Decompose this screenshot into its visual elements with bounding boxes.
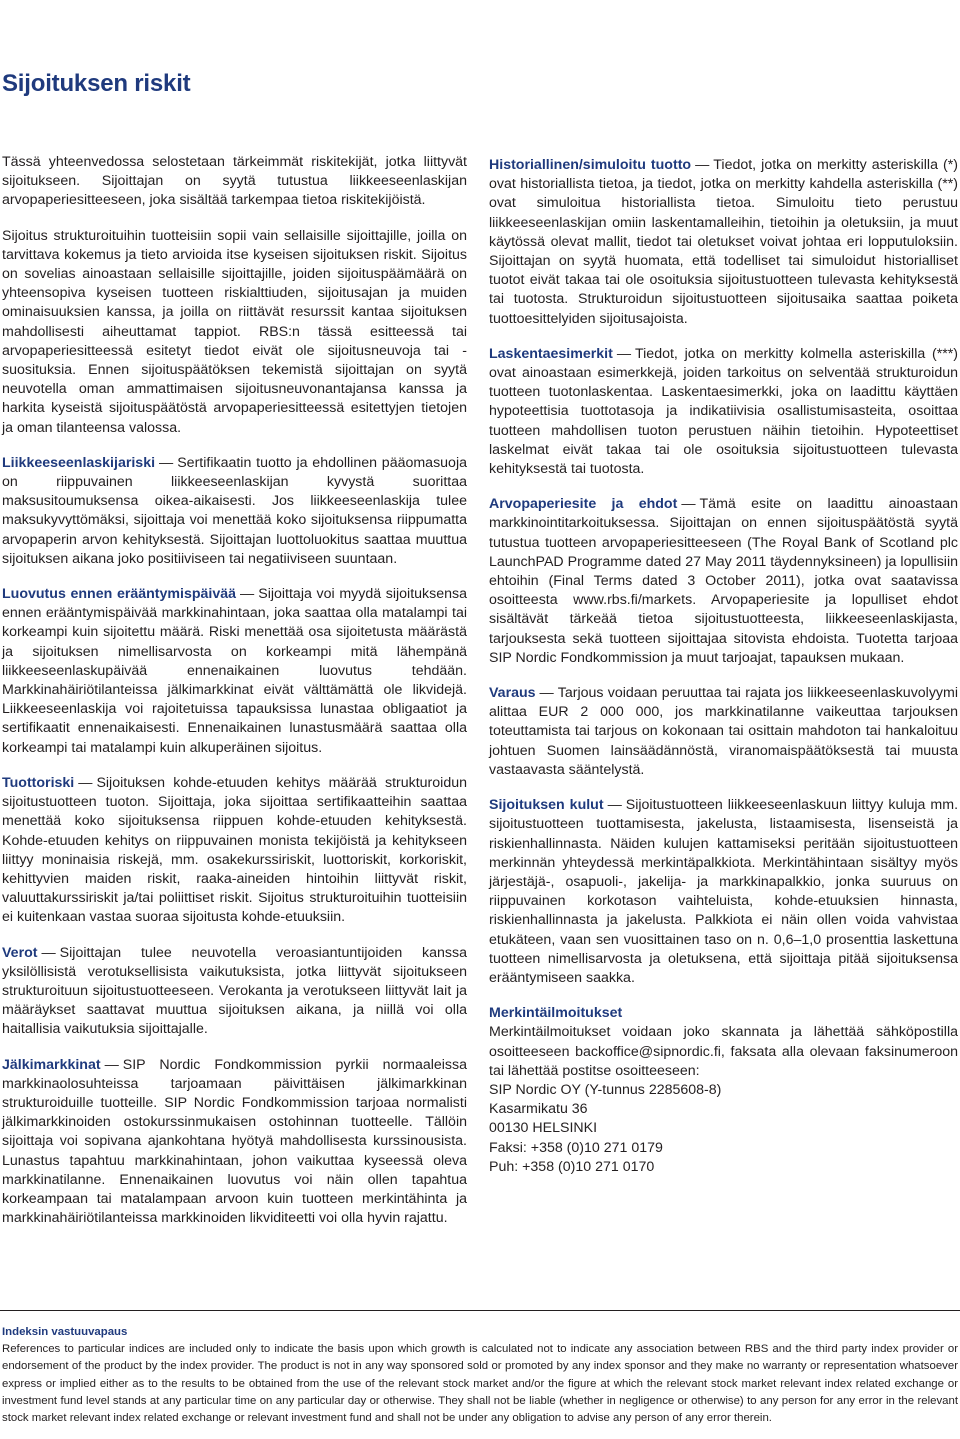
- address-line: 00130 HELSINKI: [489, 1120, 598, 1137]
- section-text: Sijoittajan tulee neuvotella veroasiantuntijoiden kanssa yksilöllisistä verotuksellisista vaikutuksista, jotka liittyvät sijoitukseen strukturoituun sijoitustuotteeseen. Verokanta ja verotukseen liittyvät lait ja määräykset saattavat muuttua sijoituksen aikana, ja niillä voi olla haitallisia vaikutuksia sijoittajalle.: [2, 944, 467, 1038]
- address-line: SIP Nordic OY (Y-tunnus 2285608-8): [489, 1081, 722, 1098]
- section-verot: Verot — Sijoittajan tulee neuvotella veroasiantuntijoiden kanssa yksilöllisistä verotuksellisista vaikutuksista, jotka liittyvät sijoitukseen strukturoituun sijoitustuotteeseen. Verokanta ja verotukseen liittyvät lait ja määräykset saattavat muuttua sijoituksen aikana, ja niillä voi olla haitallisia vaikutuksia sijoittajalle.: [2, 944, 467, 1038]
- section-merkintailmoitukset: [489, 1004, 958, 1177]
- section-term: Liikkeeseenlaskijariski: [2, 454, 156, 471]
- address-line: Kasarmikatu 36: [489, 1101, 588, 1118]
- section-heading: Merkintäilmoitukset: [489, 1005, 623, 1022]
- section-term: Sijoituksen kulut: [489, 797, 604, 814]
- section-arvopaperiesite: Arvopaperiesite ja ehdot — Tämä esite on laadittu ainoastaan markkinointitarkoituksessa. Sijoittajan on ennen sijoituspäätöstä syytä tutustua tuotteen arvopaperiesitteeseen (The Royal Bank of Scotland plc LaunchPAD Programme dated 27 May 2011 täydennyksineen) ja lopullisiin ehtoihin (Final Terms dated 3 October 2011), jotka ovat saatavissa osoitteesta www.rbs.fi/markets. Arvopaperiesite ja lopulliset ehdot sisältävät tärkeää tietoa sijoitustuotteesta, liikkeeseenlaskijasta, tarjouksesta sekä tuotteen sijoittajaa sitovista ehdoista. Tuotetta tarjoaa SIP Nordic Fondkommission ja muut tarjoajat, tapauksen mukaan.: [489, 496, 958, 666]
- footer-heading: Indeksin vastuuvapaus: [2, 1326, 128, 1338]
- section-luovutus: Luovutus ennen erääntymispäivää — Sijoittaja voi myydä sijoituksensa ennen erääntymispäivää markkinahintaan, joka saattaa olla matalampi tai korkeampi kuin sijoitettu määrä. Riski menettää osa sijoitetusta määrästä ja sijoituksen nimellisarvosta on korkeampi mitä lähempänä liikkeeseenlaskupäivää ennenaikainen luovutus tehdään. Markkinahäiriötilanteissa jälkimarkkinat eivät välttämättä ole likvidejä. Liikkeeseenlaskija voi rajoitetuissa tapauksissa lunastaa obligaatiot ja sertifikaatit ennenaikaisesti. Ennenaikainen lunastusmäärä saattaa olla korkeampi tai matalampi kuin alkuperäinen sijoitus.: [2, 586, 467, 756]
- section-text: Sijoituksen kohde-etuuden kehitys määrää strukturoidun sijoitustuotteen tuoton. Sijoittaja, joka sijoittaa sertifikaatteihin saattaa menettää koko sijoituksensa riippuen kohde-etuuden kehityksestä. Kohde-etuuden kehitys on riippuvainen monista tekijöistä ja kehitykseen liittyy moninaisia riskejä, mm. osakekurssiriskit, luottoriskit, korkoriskit, kehittyvien maiden riskit, raaka-aineiden hintoihin liittyvät riskit, valuuttakurssiriskit ja/tai poliittiset riskit. Sijoitus strukturoituihin tuotteisiin ei kuitenkaan vastaa suoraa sijoitusta kohde-etuuksiin.: [2, 774, 467, 926]
- section-term: Jälkimarkkinat: [2, 1056, 101, 1073]
- section-text: Sijoitustuotteen liikkeeseenlaskuun liittyy kuluja mm. sijoitustuotteen tuottamisesta, jakelusta, listaamisesta, lisenseistä ja riskienhallinnasta. Näiden kulujen kattamiseksi peritään sijoitustuotteen merkinnän yhteydessä merkintäpalkkiota. Merkintähintaan sisältyy myös järjestäjä-, osapuoli-, jakelija- ja markkinapalkkio, jonka suuruus on riippuvainen korkotason vaihteluista, kohde-etuuksien hinnasta, riskienhallinnasta ja jakelusta. Palkkiota ei näin ollen voida vahvistaa etukäteen, vaan sen vuosittainen taso on n. 0,6–1,0 prosenttia laskettuna tuotteen nimellisarvosta ja oletuksena, että sijoittaja pitää sijoituksensa erääntymiseen saakka.: [489, 797, 959, 986]
- page-title: Sijoituksen riskit: [2, 70, 191, 97]
- section-term: Arvopaperiesite ja ehdot: [489, 496, 678, 513]
- section-term: Tuottoriski: [2, 774, 75, 791]
- section-text: Sertifikaatin tuotto ja ehdollinen pääomasuoja on riippuvainen liikkeeseenlaskijan kyvystä suorittaa maksusitoumuksensa oikea-aikaisesti. Jos liikkeeseenlaskija tulee maksukyvyttömäksi, sijoittaja voi menettää koko sijoituksensa riippumatta arvopaperin arvon kehityksestä. Sijoittajan luottoluokitus saattaa muuttua sijoituksen aikana joko positiiviseen tai negatiiviseen suuntaan.: [2, 454, 467, 567]
- section-text: Tarjous voidaan peruuttaa tai rajata jos liikkeeseenlaskuvolyymi alittaa EUR 2 000 000, jos markkinatilanne vaikeuttaa tarjouksen toteuttamista tai tarjous on kokonaan tai osittain mahdoton tai hankaloituu johtuen Suomen lainsäädännöstä, viranomaispäätöksestä tai muusta vastaavasta sääntelystä.: [489, 685, 958, 778]
- section-laskentaesimerkit: Laskentaesimerkit — Tiedot, jotka on merkitty kolmella asteriskilla (***) ovat ainoastaan esimerkkejä, joiden tarkoitus on selventää strukturoidun tuotteen tuotonlaskentaa. Laskentaesimerkki, joka on laadittu käyttäen hypoteettisia tuottotasoja ja indikatiivisia osallistumisasteita, osoittaa tuotteen mahdollisen tuoton perustuen näihin tietoihin. Hypoteettiset laskelmat eivät takaa tai ole osoituksia sijoitustuotteen tulevasta kehityksestä tai tuotosta.: [489, 345, 958, 478]
- address-line: Puh: +358 (0)10 271 0170: [489, 1158, 655, 1175]
- suitability-paragraph: Sijoitus strukturoituihin tuotteisiin sopii vain sellaisille sijoittajille, joilla on tarvittava kokemus ja tieto arvioida itse kyseisen sijoituksen riskit. Sijoitus on sovelias ainoastaan sellaisille sijoittajille, joiden sijoituspäämäärä on yhteensopiva kyseisen tuotteen riskialttiuden, sijoitusajan ja muiden ominaisuuksien kanssa, ja joilla on riittävät resurssit kantaa sijoituksen mahdollisesti aiheuttamat tappiot. RBS:n tässä esitteessä tai arvopaperiesitteessä esitetyt tiedot eivät ole sijoitusneuvoja tai -suosituksia. Ennen sijoituspäätöksen tekemistä sijoittajan on syytä neuvotella oman ammattimaisen sijoitusneuvonantajansa kanssa ja harkita kyseistä sijoituspäätöstä arvopaperiesitteessä esitettyjen tietojen ja oman tilanteensa valossa.: [2, 227, 467, 436]
- section-text: SIP Nordic Fondkommission pyrkii normaaleissa markkinaolosuhteissa tarjoamaan päivittäisen jälkimarkkinan strukturoiduille tuotteille. SIP Nordic Fondkommission tarjoaa normalisti jälkimarkkinoiden ostokurssinmukaisen ostohinnan tuotteelle. Tällöin sijoittaja voi sopivana ajankohtana hyötyä mahdollisesta kurssinousista. Lunastus tapahtuu markkinahintaan, johon vaikuttaa kyseessä oleva markkinatilanne. Ennenaikainen luovutus voi näin ollen tapahtua korkeampaan tai matalampaan arvoon kuin tuotteen merkintähinta ja markkinahäiriötilanteissa markkinoiden likviditeetti voi olla hyvin rajattu.: [2, 1056, 467, 1227]
- footer-disclaimer: [2, 1324, 958, 1427]
- section-liikkeeseenlaskijariski: Liikkeeseenlaskijariski — Sertifikaatin tuotto ja ehdollinen pääomasuoja on riippuvainen liikkeeseenlaskijan kyvystä suorittaa maksusitoumuksensa oikea-aikaisesti. Jos liikkeeseenlaskija tulee maksukyvyttömäksi, sijoittaja voi menettää koko sijoituksensa riippumatta arvopaperin arvon kehityksestä. Sijoittajan luottoluokitus saattaa muuttua sijoituksen aikana joko positiiviseen tai negatiiviseen suuntaan.: [2, 454, 467, 567]
- section-term: Varaus: [489, 685, 536, 702]
- address-line: Faksi: +358 (0)10 271 0179: [489, 1139, 663, 1156]
- section-text: Tiedot, jotka on merkitty asteriskilla (*) ovat historiallista tietoa, ja tiedot, jotka on merkitty kahdella asteriskilla (**) ovat simuloitua historiallista tietoa. Simuloitu tieto perustuu liikkeeseenlaskijan omiin laskentamalleihin, tietoihin ja oletuksiin, ja muut käytössä olevat mallit, tiedot tai oletukset voivat johtaa eri lopputuloksiin. Sijoittajan on syytä huomata, että todelliset tai simuloidut historialliset tuotot eivät takaa tai ole osoituksia sijoitustuotteen tulevasta kehityksestä tai tuotosta. Strukturoidun sijoitustuotteen sijoitusaika saattaa poiketa tuottoesittelyiden sijoitusajoista.: [489, 157, 958, 327]
- footer-text: References to particular indices are included only to indicate the basis upon which growth is calculated not to indicate any association between RBS and the third party index provider or endorsement of the product by the index provider. The product is not in any way sponsored sold or promoted by any index sponsor and they make no warranty or representation whatsoever express or implied either as to the results to be obtained from the use of the relevant stock market and/or the figure at which the relevant stock market relevant index related exchange or investment fund level stands at any particular time on any particular day or otherwise. They shall not be liable (whether in negligence or otherwise) to any person for any error in the relevant stock market relevant index related exchange or relevant investment fund and shall not be under any obligation to advise any person of any error therein.: [2, 1343, 958, 1425]
- section-term: Historiallinen/simuloitu tuotto: [489, 157, 692, 173]
- left-column: [2, 153, 467, 1244]
- section-jalkimarkkinat: Jälkimarkkinat — SIP Nordic Fondkommission pyrkii normaaleissa markkinaolosuhteissa tarjoamaan päivittäisen jälkimarkkinan strukturoiduille tuotteille. SIP Nordic Fondkommission tarjoaa normalisti jälkimarkkinoiden ostokurssinmukaisen ostohinnan tuotteelle. Tällöin sijoittaja voi sopivana ajankohtana hyötyä mahdollisesta kurssinousista. Lunastus tapahtuu markkinahintaan, johon vaikuttaa kyseessä oleva markkinatilanne. Ennenaikainen luovutus voi näin ollen tapahtua korkeampaan tai matalampaan arvoon kuin tuotteen merkintähinta ja markkinahäiriötilanteissa markkinoiden likviditeetti voi olla hyvin rajattu.: [2, 1056, 467, 1227]
- section-kulut: Sijoituksen kulut — Sijoitustuotteen liikkeeseenlaskuun liittyy kuluja mm. sijoitustuotteen tuottamisesta, jakelusta, listaamisesta, lisenseistä ja riskienhallinnasta. Näiden kulujen kattamiseksi peritään sijoitustuotteen merkinnän yhteydessä merkintäpalkkiota. Merkintähintaan sisältyy myös järjestäjä-, osapuoli-, jakelija- ja markkinapalkkio, jonka suuruus on riippuvainen korkotason vaihteluista, kohde-etuuksien hinnasta, riskienhallinnasta ja jakelusta. Palkkiota ei näin ollen voida vahvistaa etukäteen, vaan sen vuosittainen taso on n. 0,6–1,0 prosenttia laskettuna tuotteen nimellisarvosta ja oletuksena, että sijoittaja pitää sijoituksensa erääntymiseen saakka.: [489, 797, 959, 986]
- right-column: [489, 156, 958, 1177]
- section-text: Merkintäilmoitukset voidaan joko skannata ja lähettää sähköpostilla osoitteeseen backoffice@sipnordic.fi, faksata alla olevaan faksinumeroon tai lähettää postitse osoitteeseen:: [489, 1024, 958, 1079]
- section-term: Verot: [2, 944, 38, 961]
- intro-paragraph: Tässä yhteenvedossa selostetaan tärkeimmät riskitekijät, jotka liittyvät sijoitukseen. Sijoittajan on syytä tutustua liikkeeseenlaskijan arvopaperiesitteeseen, joka sisältää tarkempaa tietoa riskitekijöistä.: [2, 154, 467, 209]
- section-tuottoriski: Tuottoriski — Sijoituksen kohde-etuuden kehitys määrää strukturoidun sijoitustuotteen tuoton. Sijoittaja, joka sijoittaa sertifikaatteihin saattaa menettää koko sijoituksensa riippuen kohde-etuuden kehityksestä. Kohde-etuuden kehitys on riippuvainen monista tekijöistä ja kehitykseen liittyy moninaisia riskejä, mm. osakekurssiriskit, luottoriskit, korkoriskit, kehittyvien maiden riskit, raaka-aineiden hintoihin liittyvät riskit, valuuttakurssiriskit ja/tai poliittiset riskit. Sijoitus strukturoituihin tuotteisiin ei kuitenkaan vastaa suoraa sijoitusta kohde-etuuksiin.: [2, 774, 467, 926]
- section-text: Tiedot, jotka on merkitty kolmella asteriskilla (***) ovat ainoastaan esimerkkejä, joiden tarkoitus on selventää strukturoidun tuotteen tuotonlaskentaa. Laskentaesimerkki, joka on laadittu käyttäen hypoteettisia tuottotasoja ja indikatiivisia osallistumisasteita, osoittaa tuotteen mahdollisen tuoton perustuen näihin tietoihin. Hypoteettiset laskelmat eivät takaa tai ole osoituksia sijoitustuotteen tulevasta kehityksestä tai tuotosta.: [489, 345, 958, 478]
- section-text: Tämä esite on laadittu ainoastaan markkinointitarkoituksessa. Sijoittajan on ennen sijoituspäätöstä syytä tutustua tuotteen arvopaperiesitteeseen (The Royal Bank of Scotland plc LaunchPAD Programme dated 27 May 2011 täydennyksineen) ja lopullisiin ehtoihin (Final Terms dated 3 October 2011), jotka ovat saatavissa osoitteesta www.rbs.fi/markets. Arvopaperiesite ja lopulliset ehdot sisältävät tärkeää tietoa sijoitustuotteesta, liikkeeseenlaskijasta, tarjouksesta sekä tuotteen sijoittajaa sitovista ehdoista. Tuotetta tarjoaa SIP Nordic Fondkommission ja muut tarjoajat, tapauksen mukaan.: [489, 496, 958, 666]
- section-term: Luovutus ennen erääntymispäivää: [2, 586, 237, 603]
- section-term: Laskentaesimerkit: [489, 345, 613, 362]
- section-historiallinen: Historiallinen/simuloitu tuotto — Tiedot, jotka on merkitty asteriskilla (*) ovat historiallista tietoa, ja tiedot, jotka on merkitty kahdella asteriskilla (**) ovat simuloitua historiallista tietoa. Simuloitu tieto perustuu liikkeeseenlaskijan omiin laskentamalleihin, tietoihin ja oletuksiin, ja muut käytössä olevat mallit, tiedot tai oletukset voivat johtaa eri lopputuloksiin. Sijoittajan on syytä huomata, että todelliset tai simuloidut historialliset tuotot eivät takaa tai ole osoituksia sijoitustuotteen tulevasta kehityksestä tai tuotosta. Strukturoidun sijoitustuotteen sijoitusaika saattaa poiketa tuottoesittelyiden sijoitusajoista.: [489, 157, 958, 327]
- section-varaus: Varaus — Tarjous voidaan peruuttaa tai rajata jos liikkeeseenlaskuvolyymi alittaa EUR 2 000 000, jos markkinatilanne vaikeuttaa tarjouksen toteuttamista tai tarjous on kokonaan tai osittain mahdoton tai hankaloituu johtuen Suomen lainsäädännöstä, viranomaispäätöksestä tai muusta vastaavasta sääntelystä.: [489, 685, 958, 778]
- footer-divider: [0, 1310, 960, 1311]
- section-text: Sijoittaja voi myydä sijoituksensa ennen erääntymispäivää markkinahintaan, joka saattaa olla matalampi tai korkeampi kuin sijoitettu määrä. Riski menettää osa sijoitetusta määrästä ja sijoituksen nimellisarvosta on korkeampi mitä lähempänä liikkeeseenlaskupäivää ennenaikainen luovutus tehdään. Markkinahäiriötilanteissa jälkimarkkinat eivät välttämättä ole likvidejä. Liikkeeseenlaskija voi rajoitetuissa tapauksissa lunastaa obligaatiot ja sertifikaatit ennenaikaisesti. Ennenaikainen lunastusmäärä saattaa olla korkeampi tai matalampi kuin alkuperäinen sijoitus.: [2, 586, 467, 756]
